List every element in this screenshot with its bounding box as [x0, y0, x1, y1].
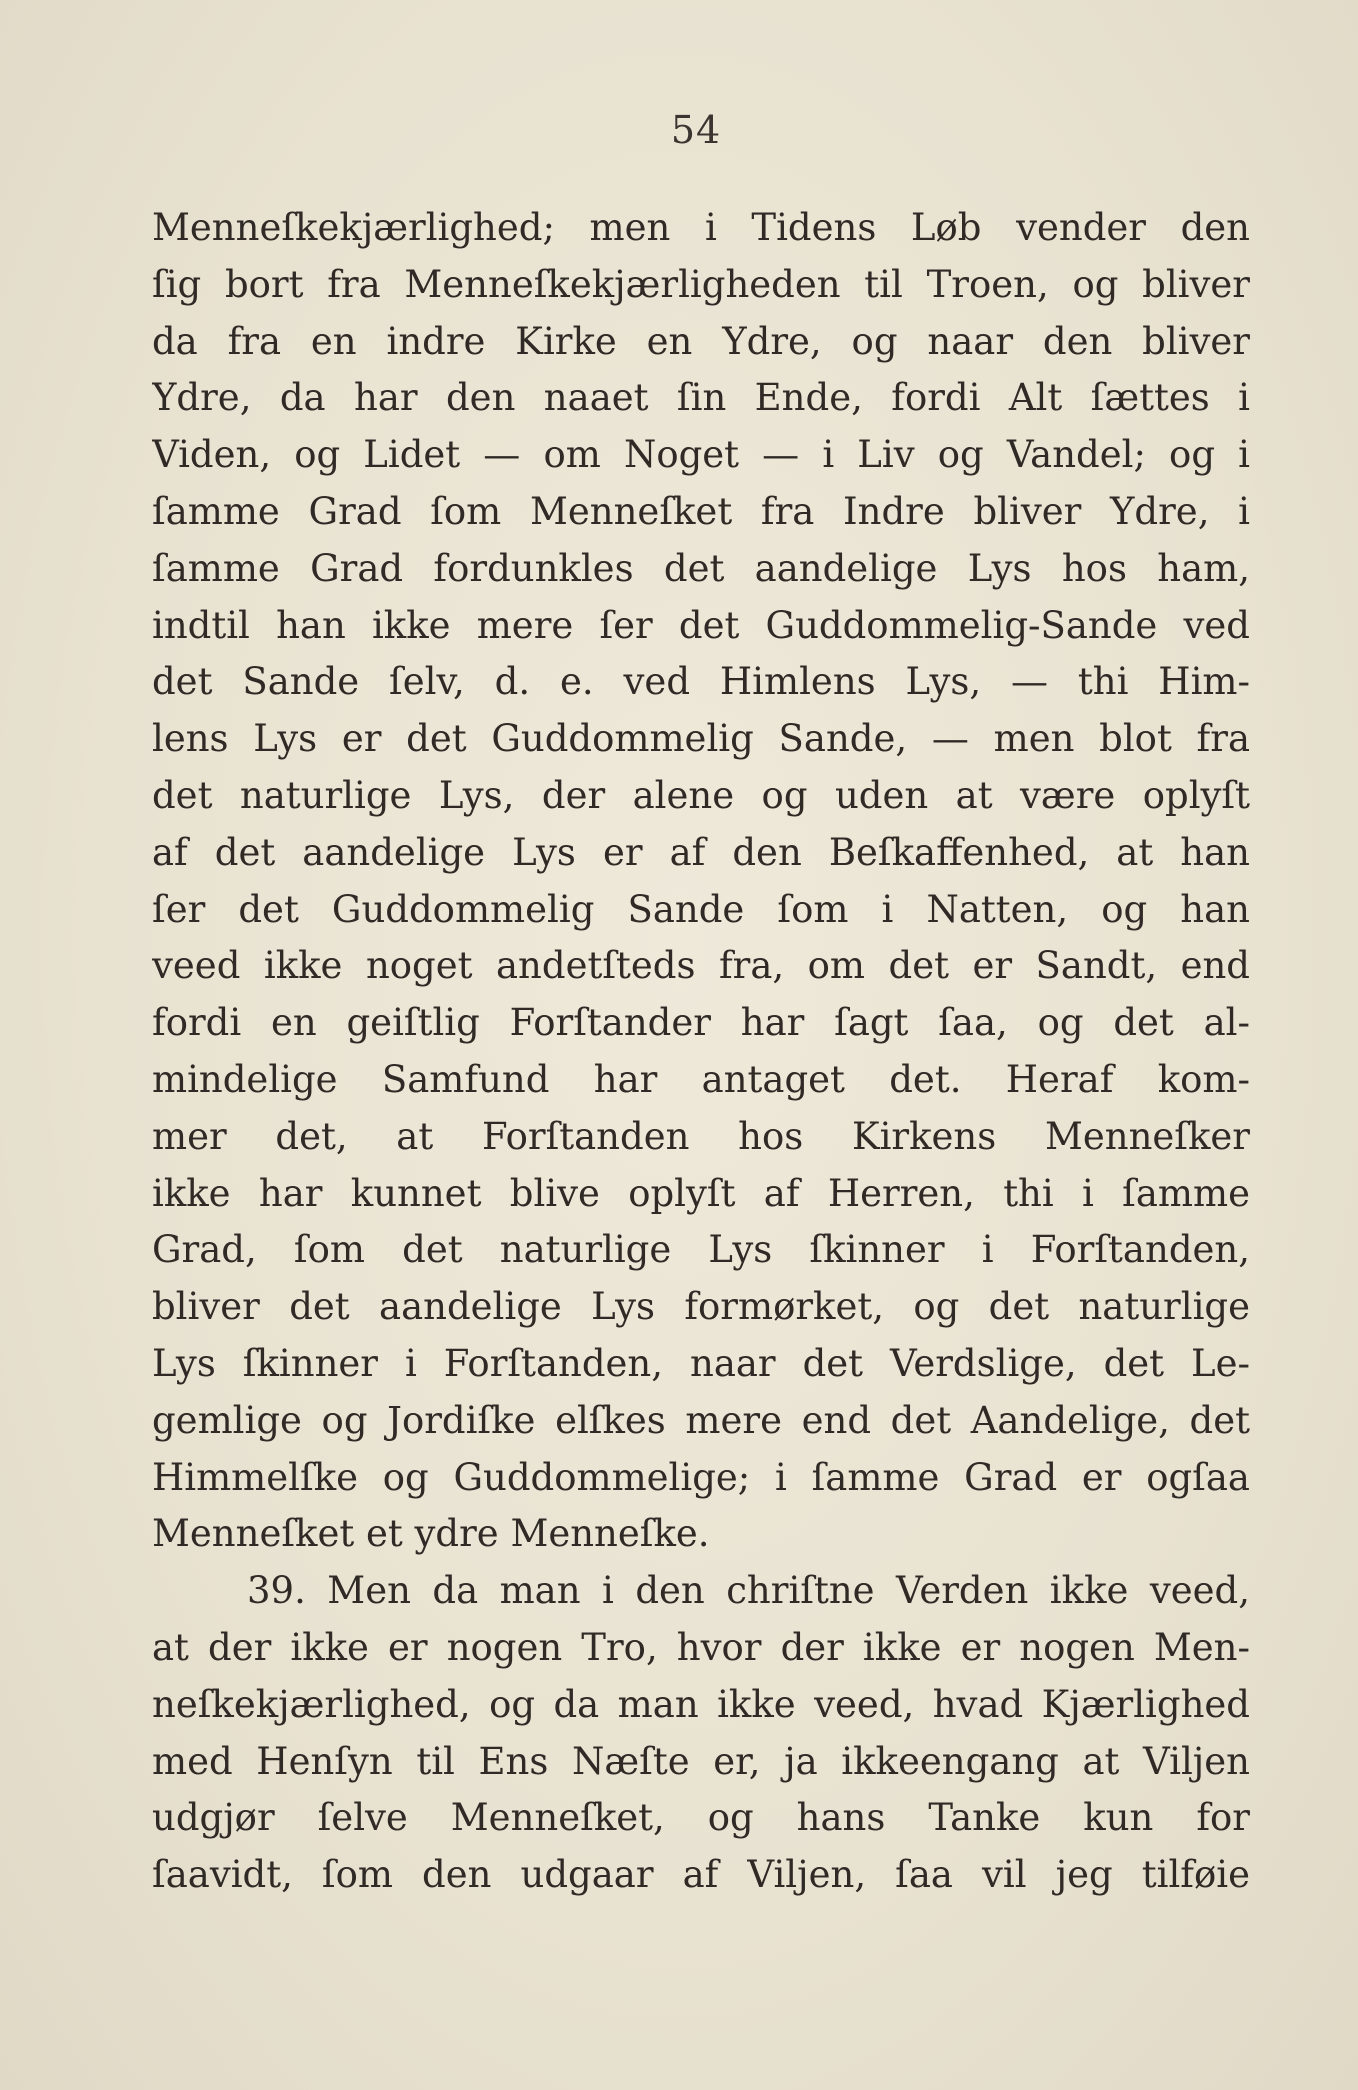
text-line: veed ikke noget andetſteds fra, om det er Sandt, end: [152, 944, 1250, 988]
text-line: gemlige og Jordiſke elſkes mere end det Aandelige, det: [152, 1398, 1250, 1442]
body-text: [152, 200, 1250, 1904]
page-number: 54: [670, 108, 722, 152]
text-line: med Henſyn til Ens Næſte er, ja ikkeengang at Viljen: [152, 1739, 1250, 1783]
text-line: bliver det aandelige Lys formørket, og det naturlige: [152, 1285, 1250, 1329]
text-line: Menneſket et ydre Menneſke.: [152, 1512, 710, 1556]
text-line: mer det, at Forſtanden hos Kirkens Menneſker: [152, 1114, 1250, 1158]
text-line: da fra en indre Kirke en Ydre, og naar den bliver: [152, 319, 1250, 363]
text-line: Viden, og Lidet — om Noget — i Liv og Vandel; og i: [152, 433, 1250, 477]
text-line: Ydre, da har den naaet ſin Ende, fordi Alt ſættes i: [152, 376, 1250, 420]
text-line: ſamme Grad ſom Menneſket fra Indre bliver Ydre, i: [152, 489, 1250, 533]
text-line: indtil han ikke mere ſer det Guddommelig-Sande ved: [152, 603, 1250, 647]
text-line: udgjør ſelve Menneſket, og hans Tanke kun for: [152, 1796, 1250, 1840]
text-line: af det aandelige Lys er af den Beſkaffenhed, at han: [152, 830, 1250, 874]
text-line: Himmelſke og Guddommelige; i ſamme Grad er ogſaa: [152, 1455, 1250, 1499]
text-line: Grad, ſom det naturlige Lys ſkinner i Forſtanden,: [152, 1228, 1250, 1272]
text-line: fordi en geiſtlig Forſtander har ſagt ſaa, og det al-: [152, 1001, 1250, 1045]
text-line: Lys ſkinner i Forſtanden, naar det Verdslige, det Le-: [152, 1341, 1250, 1385]
text-line: det naturlige Lys, der alene og uden at være oplyſt: [152, 773, 1250, 817]
text-line: Menneſkekjærlighed; men i Tidens Løb vender den: [152, 206, 1250, 249]
text-line: lens Lys er det Guddommelig Sande, — men blot fra: [152, 717, 1250, 761]
text-line: ſaavidt, ſom den udgaar af Viljen, ſaa vil jeg tilføie: [152, 1853, 1250, 1897]
text-line: at der ikke er nogen Tro, hvor der ikke er nogen Men-: [152, 1625, 1250, 1669]
paragraph-start-line: 39. Men da man i den chriſtne Verden ikke veed,: [247, 1569, 1250, 1613]
text-line: ſamme Grad fordunkles det aandelige Lys hos ham,: [152, 546, 1250, 590]
text-line: ſer det Guddommelig Sande ſom i Natten, og han: [152, 887, 1250, 931]
text-line: ikke har kunnet blive oplyſt af Herren, thi i ſamme: [152, 1171, 1250, 1215]
text-line: det Sande ſelv, d. e. ved Himlens Lys, — thi Him-: [152, 660, 1250, 704]
text-line: mindelige Samfund har antaget det. Heraf kom-: [152, 1057, 1250, 1101]
text-line: ſig bort fra Menneſkekjærligheden til Troen, og bliver: [152, 262, 1250, 306]
text-line: neſkekjærlighed, og da man ikke veed, hvad Kjærlighed: [152, 1682, 1250, 1726]
